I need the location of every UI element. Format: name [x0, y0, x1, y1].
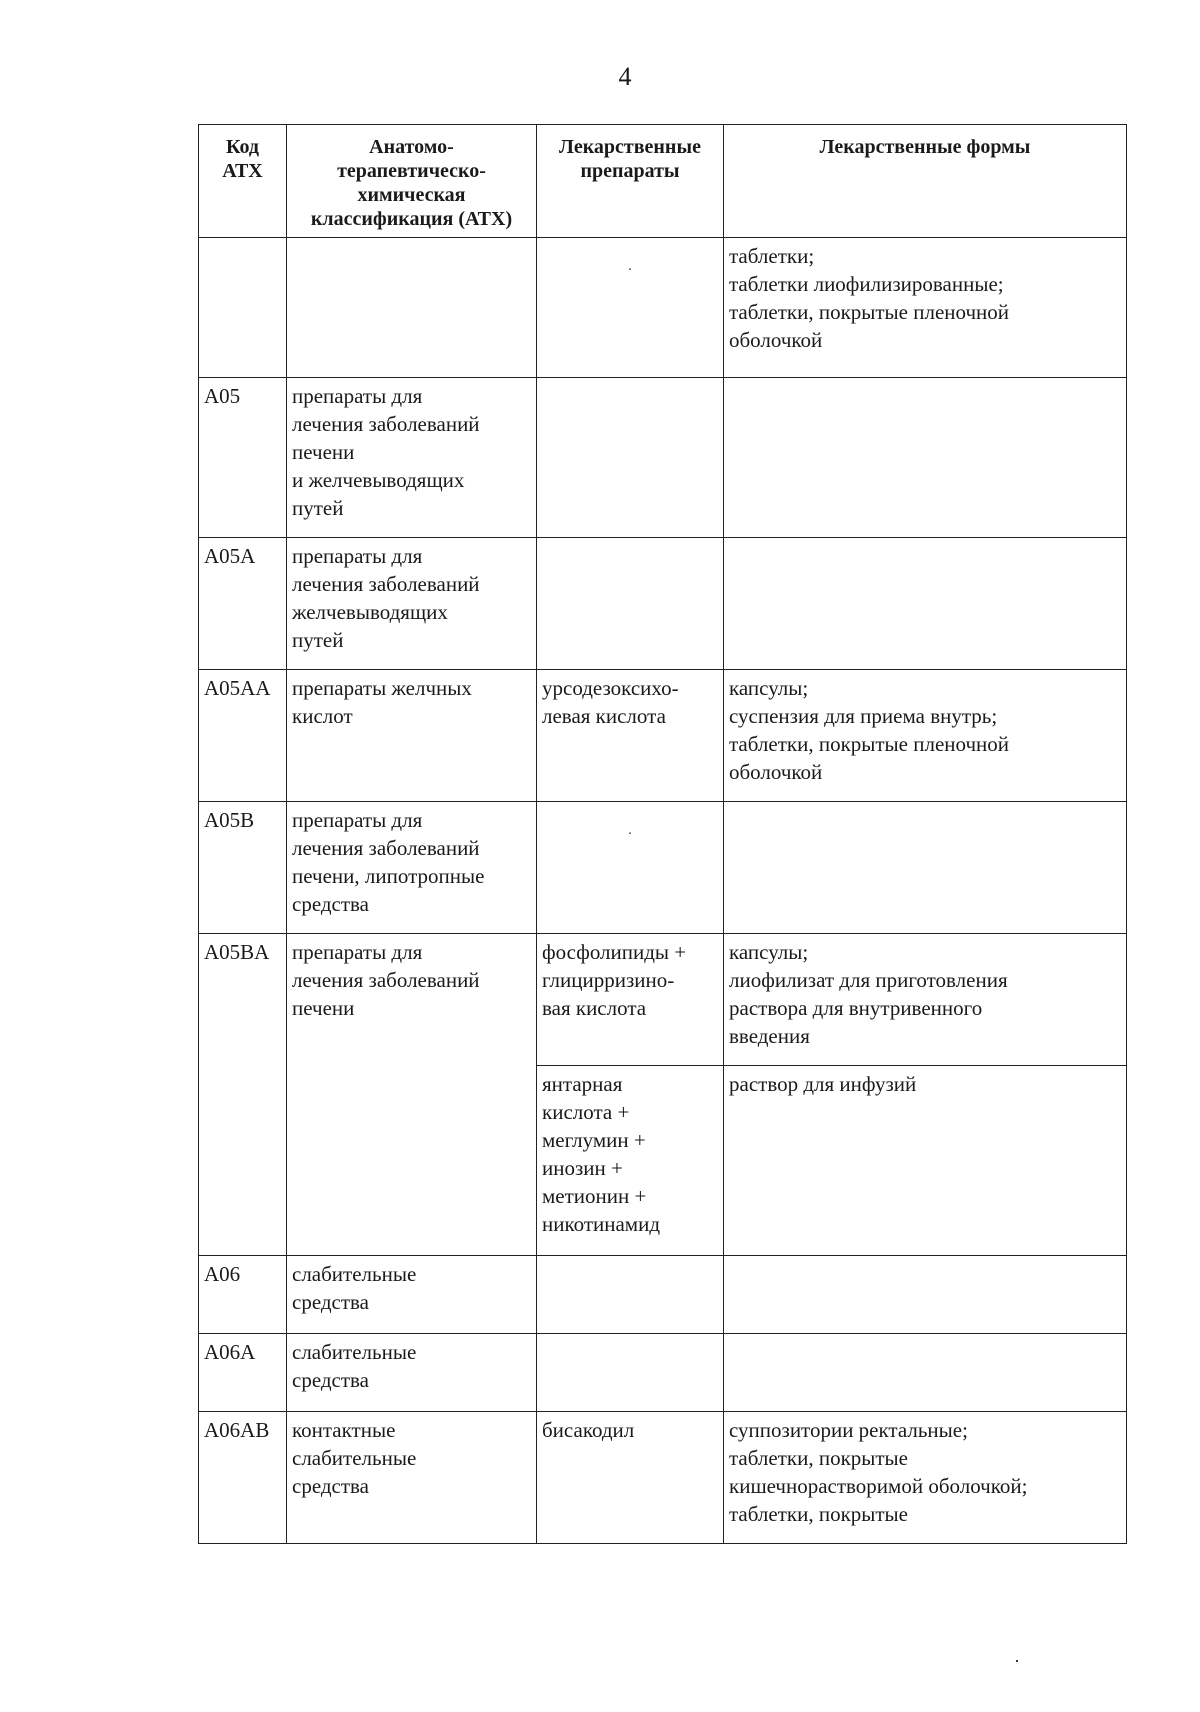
scan-dot: ·	[627, 827, 633, 842]
classification-cell-line: слабительные	[292, 1262, 417, 1286]
classification-cell-line: лечения заболеваний	[292, 836, 480, 860]
code-cell	[199, 934, 287, 1256]
form-cell	[724, 538, 1127, 670]
classification-cell	[287, 802, 537, 934]
atc-code: A06A	[204, 1340, 256, 1364]
code-cell	[199, 1256, 287, 1334]
form-cell-line: раствор для инфузий	[729, 1072, 917, 1096]
form-cell-line: таблетки лиофилизированные;	[729, 272, 1004, 296]
classification-cell	[287, 934, 537, 1256]
form-cell-line: оболочкой	[729, 760, 823, 784]
drug-cell-line: левая кислота	[542, 704, 666, 728]
header-line: Анатомо-	[369, 136, 454, 158]
classification-cell-line: препараты для	[292, 384, 423, 408]
classification-cell-line: кислот	[292, 704, 353, 728]
form-cell-line: таблетки, покрытые пленочной	[729, 732, 1010, 756]
classification-cell-line: препараты желчных	[292, 676, 472, 700]
header-classification	[287, 125, 537, 238]
table-row	[199, 1412, 1127, 1544]
table-row	[199, 238, 1127, 378]
drug-cell	[537, 1412, 724, 1544]
drug-cell-line: фосфолипиды +	[542, 940, 687, 964]
form-cell	[724, 934, 1127, 1066]
drug-cell-line: метионин +	[542, 1184, 647, 1208]
form-cell-line: таблетки, покрытые	[729, 1446, 908, 1470]
header-line: химическая	[357, 184, 466, 206]
form-cell-line: таблетки, покрытые пленочной	[729, 300, 1010, 324]
drug-cell-line: глицирризино-	[542, 968, 675, 992]
drug-cell-line: вая кислота	[542, 996, 647, 1020]
table-row	[199, 934, 1127, 1066]
code-cell	[199, 1334, 287, 1412]
classification-cell-line: слабительные	[292, 1340, 417, 1364]
classification-cell	[287, 538, 537, 670]
form-cell-line: таблетки;	[729, 244, 815, 268]
classification-cell-line: средства	[292, 1290, 370, 1314]
classification-cell-line: лечения заболеваний	[292, 412, 480, 436]
header-line: АТХ	[222, 160, 263, 182]
form-cell	[724, 1334, 1127, 1412]
table-row	[199, 1256, 1127, 1334]
code-cell	[199, 238, 287, 378]
classification-cell-line: лечения заболеваний	[292, 968, 480, 992]
header-line: терапевтическо-	[337, 160, 486, 182]
classification-cell-line: препараты для	[292, 544, 423, 568]
form-cell	[724, 1066, 1127, 1256]
form-cell	[724, 1412, 1127, 1544]
table-row	[199, 538, 1127, 670]
atc-code: A05BA	[204, 940, 270, 964]
header-line: классификация (АТХ)	[310, 208, 513, 230]
atc-code: A06	[204, 1262, 241, 1286]
atc-code: A05B	[204, 808, 255, 832]
form-cell-line: раствора для внутривенного	[729, 996, 983, 1020]
classification-cell-line: и желчевыводящих	[292, 468, 465, 492]
form-cell-line: оболочкой	[729, 328, 823, 352]
classification-cell-line: слабительные	[292, 1446, 417, 1470]
page-number: 4	[618, 62, 632, 91]
classification-cell	[287, 670, 537, 802]
drug-cell-line: бисакодил	[542, 1418, 635, 1442]
header-drugs	[537, 125, 724, 238]
atc-code: A06AB	[204, 1418, 270, 1442]
atc-classification-table	[198, 124, 1127, 1544]
form-cell-line: капсулы;	[729, 676, 809, 700]
drug-cell	[537, 1066, 724, 1256]
classification-cell	[287, 238, 537, 378]
drug-cell-line: урсодезоксихо-	[542, 676, 679, 700]
scan-mark	[1016, 1660, 1018, 1662]
classification-cell-line: печени, липотропные	[292, 864, 485, 888]
drug-cell	[537, 238, 724, 378]
drug-cell-line: инозин +	[542, 1156, 623, 1180]
drug-cell-line: кислота +	[542, 1100, 630, 1124]
form-cell-line: капсулы;	[729, 940, 809, 964]
code-cell	[199, 670, 287, 802]
drug-cell	[537, 1256, 724, 1334]
drug-cell	[537, 1334, 724, 1412]
classification-cell-line: средства	[292, 1474, 370, 1498]
classification-cell-line: желчевыводящих	[292, 600, 448, 624]
table-row	[199, 1334, 1127, 1412]
classification-cell-line: препараты для	[292, 808, 423, 832]
header-forms	[724, 125, 1127, 238]
classification-cell-line: путей	[292, 628, 344, 652]
drug-cell-line: меглумин +	[542, 1128, 646, 1152]
form-cell	[724, 238, 1127, 378]
drug-cell-line: никотинамид	[542, 1212, 661, 1236]
scan-dot: ·	[627, 263, 633, 278]
form-cell	[724, 802, 1127, 934]
header-line: Код	[225, 136, 260, 158]
classification-cell	[287, 1256, 537, 1334]
drug-cell-line: янтарная	[542, 1072, 623, 1096]
form-cell	[724, 1256, 1127, 1334]
classification-cell-line: контактные	[292, 1418, 396, 1442]
classification-cell	[287, 378, 537, 538]
classification-cell	[287, 1334, 537, 1412]
form-cell-line: суппозитории ректальные;	[729, 1418, 968, 1442]
code-cell	[199, 538, 287, 670]
classification-cell	[287, 1412, 537, 1544]
code-cell	[199, 1412, 287, 1544]
classification-cell-line: лечения заболеваний	[292, 572, 480, 596]
atc-code: A05A	[204, 544, 256, 568]
table-row	[199, 378, 1127, 538]
form-cell-line: суспензия для приема внутрь;	[729, 704, 998, 728]
table-row	[199, 802, 1127, 934]
header-line: Лекарственные	[559, 136, 701, 158]
classification-cell-line: средства	[292, 1368, 370, 1392]
form-cell-line: таблетки, покрытые	[729, 1502, 908, 1526]
drug-cell	[537, 378, 724, 538]
classification-cell-line: средства	[292, 892, 370, 916]
drug-cell	[537, 538, 724, 670]
drug-cell	[537, 934, 724, 1066]
form-cell-line: кишечнорастворимой оболочкой;	[729, 1474, 1028, 1498]
atc-code: A05	[204, 384, 241, 408]
table-header-row	[199, 125, 1127, 238]
classification-cell-line: путей	[292, 496, 344, 520]
header-line: Лекарственные формы	[819, 136, 1031, 158]
form-cell	[724, 378, 1127, 538]
code-cell	[199, 378, 287, 538]
classification-cell-line: печени	[292, 440, 355, 464]
form-cell-line: лиофилизат для приготовления	[729, 968, 1008, 992]
header-code	[199, 125, 287, 238]
drug-cell	[537, 802, 724, 934]
drug-cell	[537, 670, 724, 802]
code-cell	[199, 802, 287, 934]
header-line: препараты	[580, 160, 680, 182]
atc-code: A05AA	[204, 676, 271, 700]
classification-cell-line: печени	[292, 996, 355, 1020]
classification-cell-line: препараты для	[292, 940, 423, 964]
form-cell-line: введения	[729, 1024, 810, 1048]
table-row	[199, 670, 1127, 802]
form-cell	[724, 670, 1127, 802]
